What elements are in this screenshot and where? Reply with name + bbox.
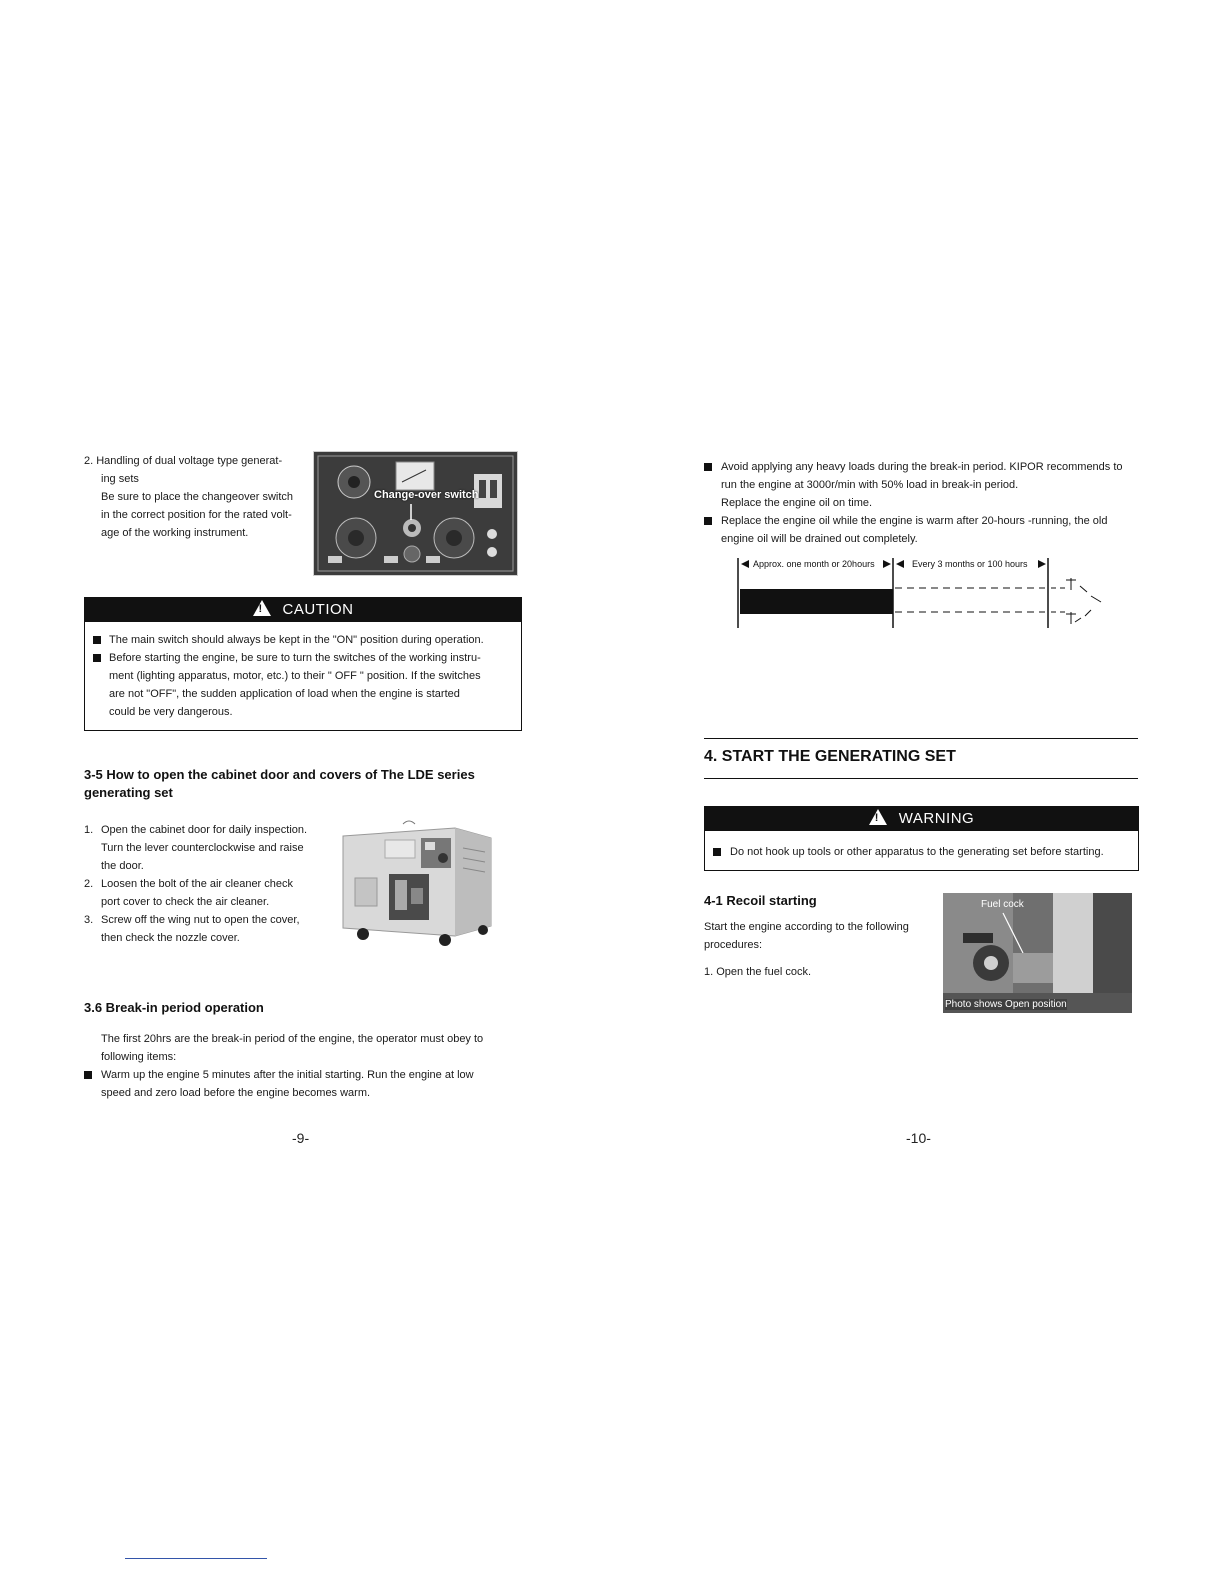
generator-illustration	[335, 818, 497, 950]
caution-bullet-2	[93, 649, 513, 721]
section-3-5-title-line2: generating set	[84, 785, 173, 800]
section-3-6-bullet-line-2: speed and zero load before the engine becomes warm.	[101, 1087, 371, 1099]
section-4-1-intro-line-2: procedures:	[704, 939, 763, 951]
step-3-line-1: Screw off the wing nut to open the cover,	[101, 914, 300, 926]
step-1-line-1: Open the cabinet door for daily inspection.	[101, 824, 308, 836]
step-2-line-2: port cover to check the air cleaner.	[101, 896, 270, 908]
step-item-1	[84, 821, 324, 875]
control-panel-illustration	[314, 452, 517, 575]
step-item-2	[84, 875, 324, 911]
fuel-cock-illustration	[943, 893, 1132, 1013]
warning-box	[704, 806, 1139, 871]
break-in-bullet-2-line-2: engine oil will be drained out completely.	[721, 533, 918, 545]
warning-bullet	[713, 843, 1150, 861]
dual-voltage-title-line1: 2. Handling of dual voltage type generat-	[84, 455, 283, 467]
section-4-1-step-1: 1. Open the fuel cock.	[704, 966, 812, 978]
caution-box	[84, 597, 522, 731]
section-3-5-heading	[84, 766, 524, 802]
break-in-bullet-1-line-1: Avoid applying any heavy loads during the break-in period. KIPOR recommends to	[721, 461, 1123, 473]
fuel-cock-label: Fuel cock	[981, 899, 1024, 910]
section-4-1-heading: 4-1 Recoil starting	[704, 893, 817, 908]
section-4-top-rule	[704, 738, 1138, 739]
changeover-switch-label: Change-over switch	[374, 489, 479, 501]
open-position-caption: Photo shows Open position	[945, 999, 1067, 1010]
dual-voltage-item	[84, 452, 314, 542]
first-interval-label: Approx. one month or 20hours	[753, 559, 875, 569]
warning-triangle-icon: !	[253, 600, 271, 616]
warning-triangle-icon: !	[869, 809, 887, 825]
break-in-bullet-1-line-2: run the engine at 3000r/min with 50% load in break-in period.	[721, 479, 1019, 491]
break-in-bullet-2	[704, 512, 1144, 548]
section-4-heading: 4. START THE GENERATING SET	[704, 748, 956, 765]
caution-bullet-2-line-4: could be very dangerous.	[109, 706, 233, 718]
warning-bullet-text: Do not hook up tools or other apparatus to the generating set before starting.	[730, 846, 1104, 858]
square-bullet-icon	[84, 1071, 92, 1079]
square-bullet-icon	[93, 636, 101, 644]
oil-change-interval-diagram	[735, 556, 1125, 632]
caution-bullet-1-line: The main switch should always be kept in the "ON" position during operation.	[109, 634, 484, 646]
section-3-5-steps	[84, 821, 324, 947]
footer-divider	[125, 1558, 267, 1559]
step-number: 2.	[84, 878, 94, 890]
caution-bullet-2-line-1: Before starting the engine, be sure to turn the switches of the working instru-	[109, 652, 481, 664]
dual-voltage-body-1: Be sure to place the changeover switch	[101, 491, 294, 503]
caution-header	[85, 598, 521, 622]
caution-bullet-2-line-3: are not "OFF", the sudden application of load when the engine is started	[109, 688, 460, 700]
warning-header	[705, 807, 1138, 831]
step-2-line-1: Loosen the bolt of the air cleaner check	[101, 878, 294, 890]
page-number-right: -10-	[906, 1130, 931, 1146]
square-bullet-icon	[713, 848, 721, 856]
generator-cabinet-photo	[335, 818, 497, 950]
section-3-6-bullet-line-1: Warm up the engine 5 minutes after the initial starting. Run the engine at low	[101, 1069, 474, 1081]
dual-voltage-title-line2: ing sets	[101, 473, 139, 485]
section-4-1-intro-line-1: Start the engine according to the following	[704, 921, 909, 933]
caution-bullet-2-line-2: ment (lighting apparatus, motor, etc.) to their " OFF " position. If the switches	[109, 670, 481, 682]
step-1-line-3: the door.	[101, 860, 144, 872]
square-bullet-icon	[704, 517, 712, 525]
step-number: 3.	[84, 914, 94, 926]
section-4-1-intro	[704, 918, 939, 954]
section-3-6-intro-line-2: following items:	[101, 1051, 177, 1063]
step-number: 1.	[84, 824, 94, 836]
break-in-bullet-2-line-1: Replace the engine oil while the engine is warm after 20-hours -running, the old	[721, 515, 1108, 527]
break-in-bullet-1-line-3: Replace the engine oil on time.	[721, 497, 873, 509]
second-interval-label: Every 3 months or 100 hours	[912, 559, 1028, 569]
dual-voltage-body-2: in the correct position for the rated volt-	[101, 509, 292, 521]
section-3-6-intro-line-1: The first 20hrs are the break-in period of the engine, the operator must obey to	[101, 1033, 484, 1045]
section-3-6-bullet	[84, 1066, 548, 1102]
caution-bullet-1	[93, 631, 513, 649]
square-bullet-icon	[93, 654, 101, 662]
break-in-bullets	[704, 458, 1144, 548]
step-1-line-2: Turn the lever counterclockwise and raise	[101, 842, 304, 854]
square-bullet-icon	[704, 463, 712, 471]
caution-heading: CAUTION	[282, 601, 354, 618]
step-item-3	[84, 911, 324, 947]
page-number-left: -9-	[292, 1130, 310, 1146]
caution-bullets	[93, 631, 513, 721]
dual-voltage-body-3: age of the working instrument.	[101, 527, 249, 539]
break-in-bullet-1	[704, 458, 1144, 512]
section-3-6-intro	[101, 1030, 531, 1066]
fuel-cock-photo	[943, 893, 1132, 1013]
section-4-bottom-rule	[704, 778, 1138, 779]
changeover-switch-photo	[313, 451, 518, 576]
section-3-5-title-line1: 3-5 How to open the cabinet door and covers of The LDE series	[84, 767, 475, 782]
warning-heading: WARNING	[898, 810, 975, 827]
step-3-line-2: then check the nozzle cover.	[101, 932, 240, 944]
section-3-6-heading: 3.6 Break-in period operation	[84, 1000, 264, 1015]
